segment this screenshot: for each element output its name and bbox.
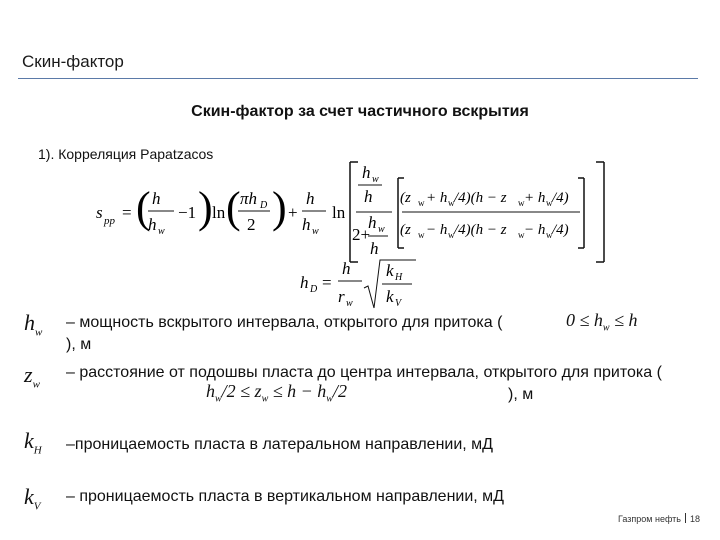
- svg-text:s: s: [96, 203, 103, 222]
- svg-text:h: h: [362, 163, 371, 182]
- svg-text:/4): /4): [552, 222, 569, 238]
- zw-definition: – расстояние от подошвы пласта до центра интервала, открытого для притока (: [66, 364, 662, 381]
- page-number: 18: [689, 514, 700, 524]
- svg-text:2+: 2+: [352, 225, 371, 244]
- svg-text:h: h: [152, 189, 161, 208]
- title-divider: [18, 78, 698, 79]
- svg-text:=: =: [122, 203, 132, 222]
- svg-text:− h: − h: [426, 222, 448, 238]
- svg-text:w: w: [372, 174, 379, 185]
- svg-text:h: h: [370, 239, 379, 258]
- svg-text:): ): [198, 183, 213, 232]
- kv-definition: – проницаемость пласта в вертикальном направлении, мД: [66, 488, 505, 505]
- kh-symbol: $k_H$: [24, 428, 42, 457]
- svg-text:w: w: [448, 230, 455, 240]
- section-heading: Скин-фактор за счет частичного вскрытия: [191, 103, 529, 120]
- zw-symbol: $z_w$: [24, 362, 40, 391]
- svg-text:h: h: [302, 215, 311, 234]
- svg-text:w: w: [418, 198, 425, 208]
- svg-text:/4)(h − z: /4)(h − z: [454, 190, 507, 206]
- svg-text:+: +: [288, 203, 298, 222]
- footer-separator: [685, 513, 686, 523]
- svg-text:w: w: [546, 198, 553, 208]
- svg-text:h: h: [306, 189, 315, 208]
- kv-symbol: $k_V$: [24, 484, 41, 513]
- svg-text:): ): [272, 183, 287, 232]
- hw-definition-cont: ), м: [66, 336, 92, 353]
- svg-text:r: r: [338, 287, 345, 306]
- svg-text:w: w: [518, 198, 525, 208]
- svg-text:w: w: [546, 230, 553, 240]
- slide-title: Скин-фактор: [22, 52, 124, 71]
- svg-text:(: (: [226, 183, 241, 232]
- svg-text:D: D: [260, 200, 268, 211]
- hw-definition: – мощность вскрытого интервала, открытого для притока (: [66, 314, 503, 331]
- svg-text:(z: (z: [400, 222, 411, 238]
- hd-formula: [298, 256, 428, 312]
- svg-text:w: w: [518, 230, 525, 240]
- svg-text:H: H: [395, 272, 403, 283]
- svg-text:h: h: [368, 213, 377, 232]
- zw-condition: $h_w/2 \le z_w \le h - h_w/2$: [206, 381, 347, 405]
- svg-text:h: h: [148, 215, 157, 234]
- svg-text:πh: πh: [240, 189, 258, 208]
- svg-text:D: D: [310, 284, 318, 295]
- hw-symbol: $h_w$: [24, 310, 43, 339]
- svg-text:+ h: + h: [524, 190, 546, 206]
- svg-text:w: w: [158, 226, 165, 237]
- svg-text:w: w: [346, 298, 353, 309]
- svg-text:w: w: [312, 226, 319, 237]
- footer-company: Газпром нефть: [618, 514, 681, 524]
- svg-text:ln: ln: [332, 203, 346, 222]
- svg-text:−1: −1: [178, 203, 197, 222]
- svg-text:/4)(h − z: /4)(h − z: [454, 222, 507, 238]
- svg-text:w: w: [418, 230, 425, 240]
- svg-text:ln: ln: [212, 203, 226, 222]
- svg-text:2: 2: [247, 215, 256, 234]
- svg-text:− h: − h: [524, 222, 546, 238]
- svg-text:k: k: [386, 287, 394, 306]
- kh-definition: –проницаемость пласта в латеральном направлении, мД: [66, 436, 494, 453]
- svg-text:/4): /4): [552, 190, 569, 206]
- svg-text:w: w: [378, 224, 385, 235]
- svg-text:k: k: [386, 261, 394, 280]
- svg-text:h: h: [364, 187, 373, 206]
- svg-text:h: h: [300, 273, 309, 292]
- svg-text:=: =: [322, 273, 332, 292]
- svg-text:h: h: [342, 259, 351, 278]
- svg-text:+ h: + h: [426, 190, 448, 206]
- subheading: 1). Корреляция Papatzacos: [38, 146, 214, 162]
- hw-condition: $0 \le h_w \le h$: [566, 310, 638, 334]
- zw-definition-cont: ), м: [508, 386, 534, 403]
- skin-formula: [92, 158, 612, 268]
- svg-text:V: V: [395, 298, 402, 309]
- svg-text:(z: (z: [400, 190, 411, 206]
- svg-text:pp: pp: [104, 215, 115, 227]
- svg-text:w: w: [448, 198, 455, 208]
- footer: [618, 513, 700, 524]
- svg-text:(: (: [136, 183, 151, 232]
